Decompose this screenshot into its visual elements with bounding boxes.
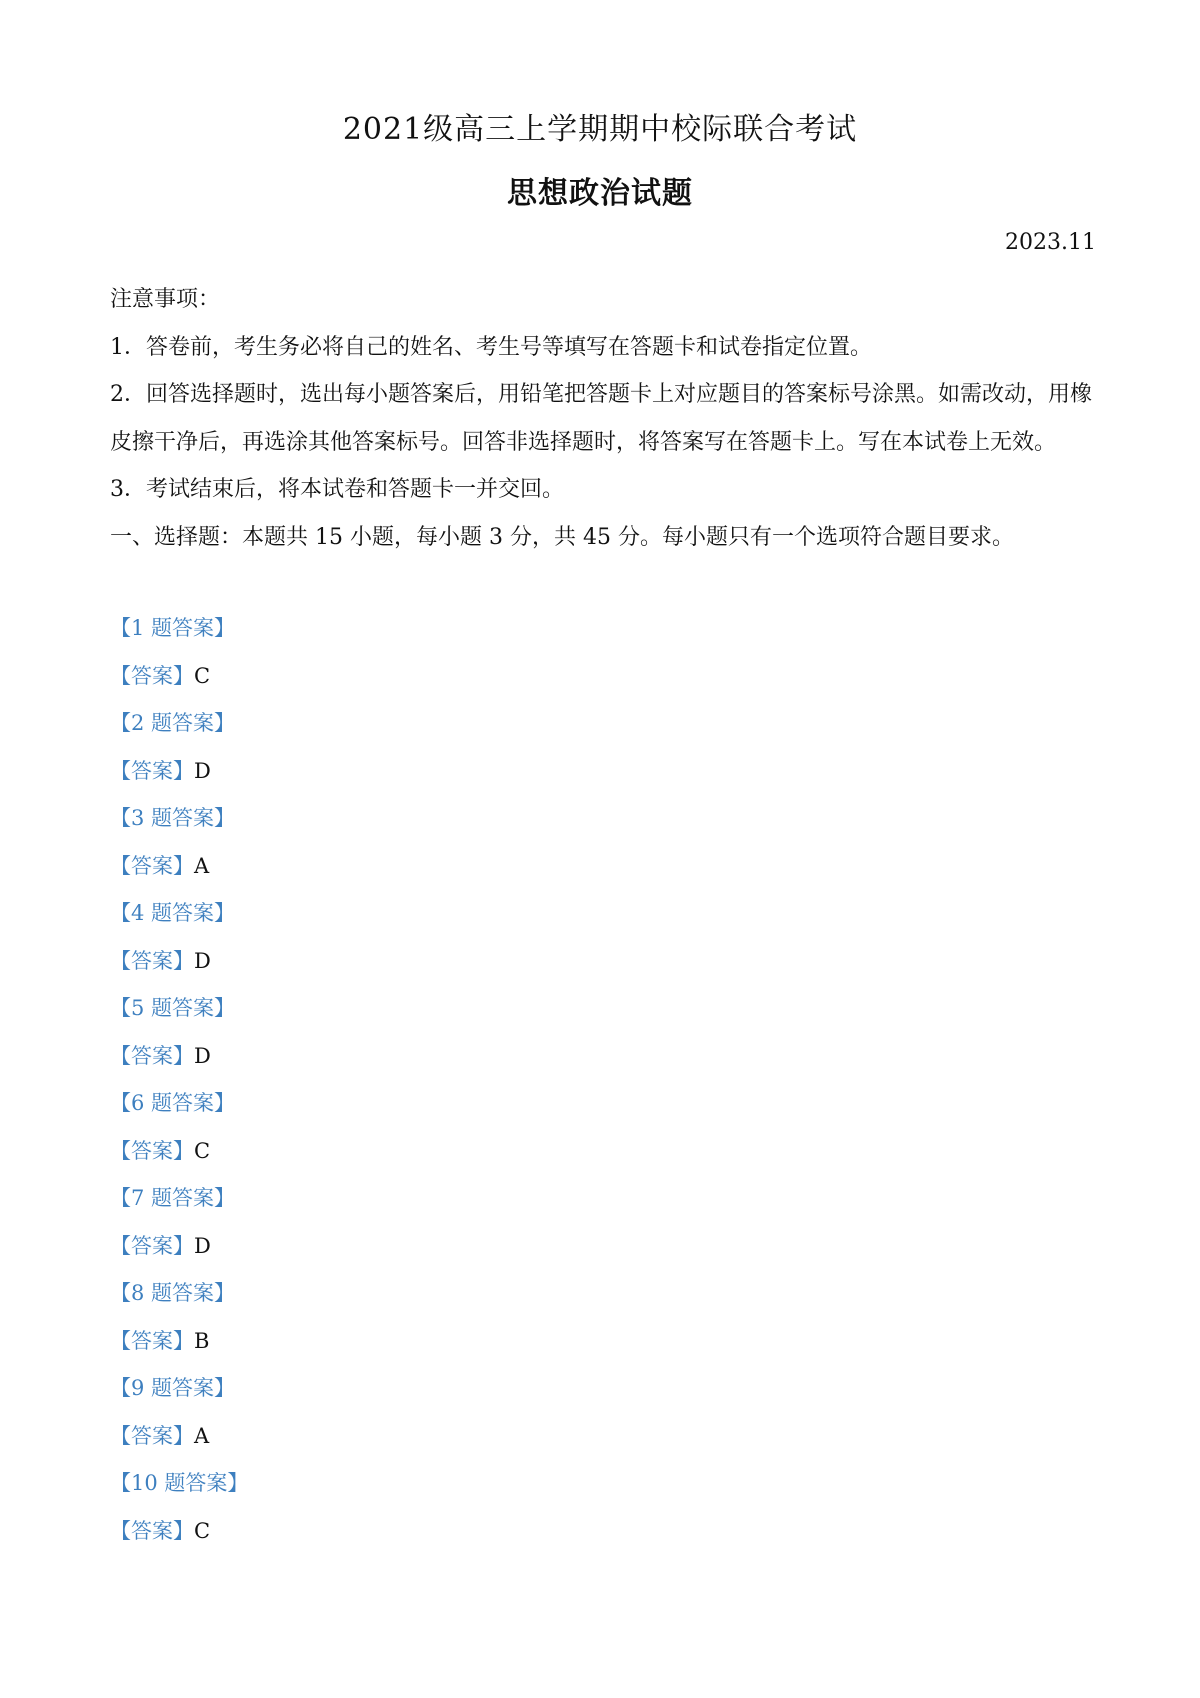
answer-row (110, 1223, 710, 1271)
answer-row (110, 1128, 710, 1176)
question-header: 【1 题答案】 (110, 616, 236, 640)
question-header: 【2 题答案】 (110, 711, 236, 735)
answer-value: C (194, 663, 211, 688)
exam-subject: 思想政治试题 (507, 176, 693, 211)
answer-label: 【答案】 (110, 1043, 194, 1068)
answer-label: 【答案】 (110, 1423, 194, 1448)
answer-label: 【答案】 (110, 1138, 194, 1163)
answer-label: 【答案】 (110, 1233, 194, 1258)
answer-label: 【答案】 (110, 948, 194, 973)
answer-value: B (194, 1328, 210, 1353)
question-header: 【4 题答案】 (110, 901, 236, 925)
question-header: 【5 题答案】 (110, 996, 236, 1020)
question-header: 【6 题答案】 (110, 1091, 236, 1115)
answer-label: 【答案】 (110, 1518, 194, 1543)
answer-value: A (194, 853, 210, 878)
question-header: 【7 题答案】 (110, 1186, 236, 1210)
answer-label: 【答案】 (110, 1328, 194, 1353)
answer-row (110, 1508, 710, 1556)
answer-row (110, 1318, 710, 1366)
question-header: 【10 题答案】 (110, 1471, 249, 1495)
answer-row (110, 843, 710, 891)
answer-value: D (194, 948, 211, 973)
answer-value: C (194, 1518, 211, 1543)
answer-row (110, 938, 710, 986)
section-heading: 一、选择题：本题共 15 小题，每小题 3 分，共 45 分。每小题只有一个选项符合题目要求。 (110, 524, 1014, 550)
answer-value: D (194, 1043, 211, 1068)
notice-item: 1．答卷前，考生务必将自己的姓名、考生号等填写在答题卡和试卷指定位置。 (110, 334, 872, 360)
answer-value: D (194, 758, 211, 783)
answer-row (110, 1413, 710, 1461)
answer-value: C (194, 1138, 211, 1163)
notice-item: 2．回答选择题时，选出每小题答案后，用铅笔把答题卡上对应题目的答案标号涂黑。如需改动，用橡皮擦干净后，再选涂其他答案标号。回答非选择题时，将答案写在答题卡上。写在本试卷上无效。 (110, 382, 1093, 455)
answer-label: 【答案】 (110, 758, 194, 783)
answer-value: A (194, 1423, 210, 1448)
answer-label: 【答案】 (110, 853, 194, 878)
answer-row (110, 653, 710, 701)
answer-label: 【答案】 (110, 663, 194, 688)
question-header: 【3 题答案】 (110, 806, 236, 830)
answer-row (110, 748, 710, 796)
question-header: 【8 题答案】 (110, 1281, 236, 1305)
answer-value: D (194, 1233, 211, 1258)
answer-row (110, 1033, 710, 1081)
notice-heading: 注意事项： (110, 287, 221, 312)
notice-section (110, 276, 1100, 561)
notice-item: 3．考试结束后，将本试卷和答题卡一并交回。 (110, 477, 564, 502)
answer-list (110, 605, 710, 1555)
exam-date: 2023.11 (1005, 230, 1096, 255)
question-header: 【9 题答案】 (110, 1376, 236, 1400)
exam-title: 2021级高三上学期期中校际联合考试 (342, 112, 858, 147)
